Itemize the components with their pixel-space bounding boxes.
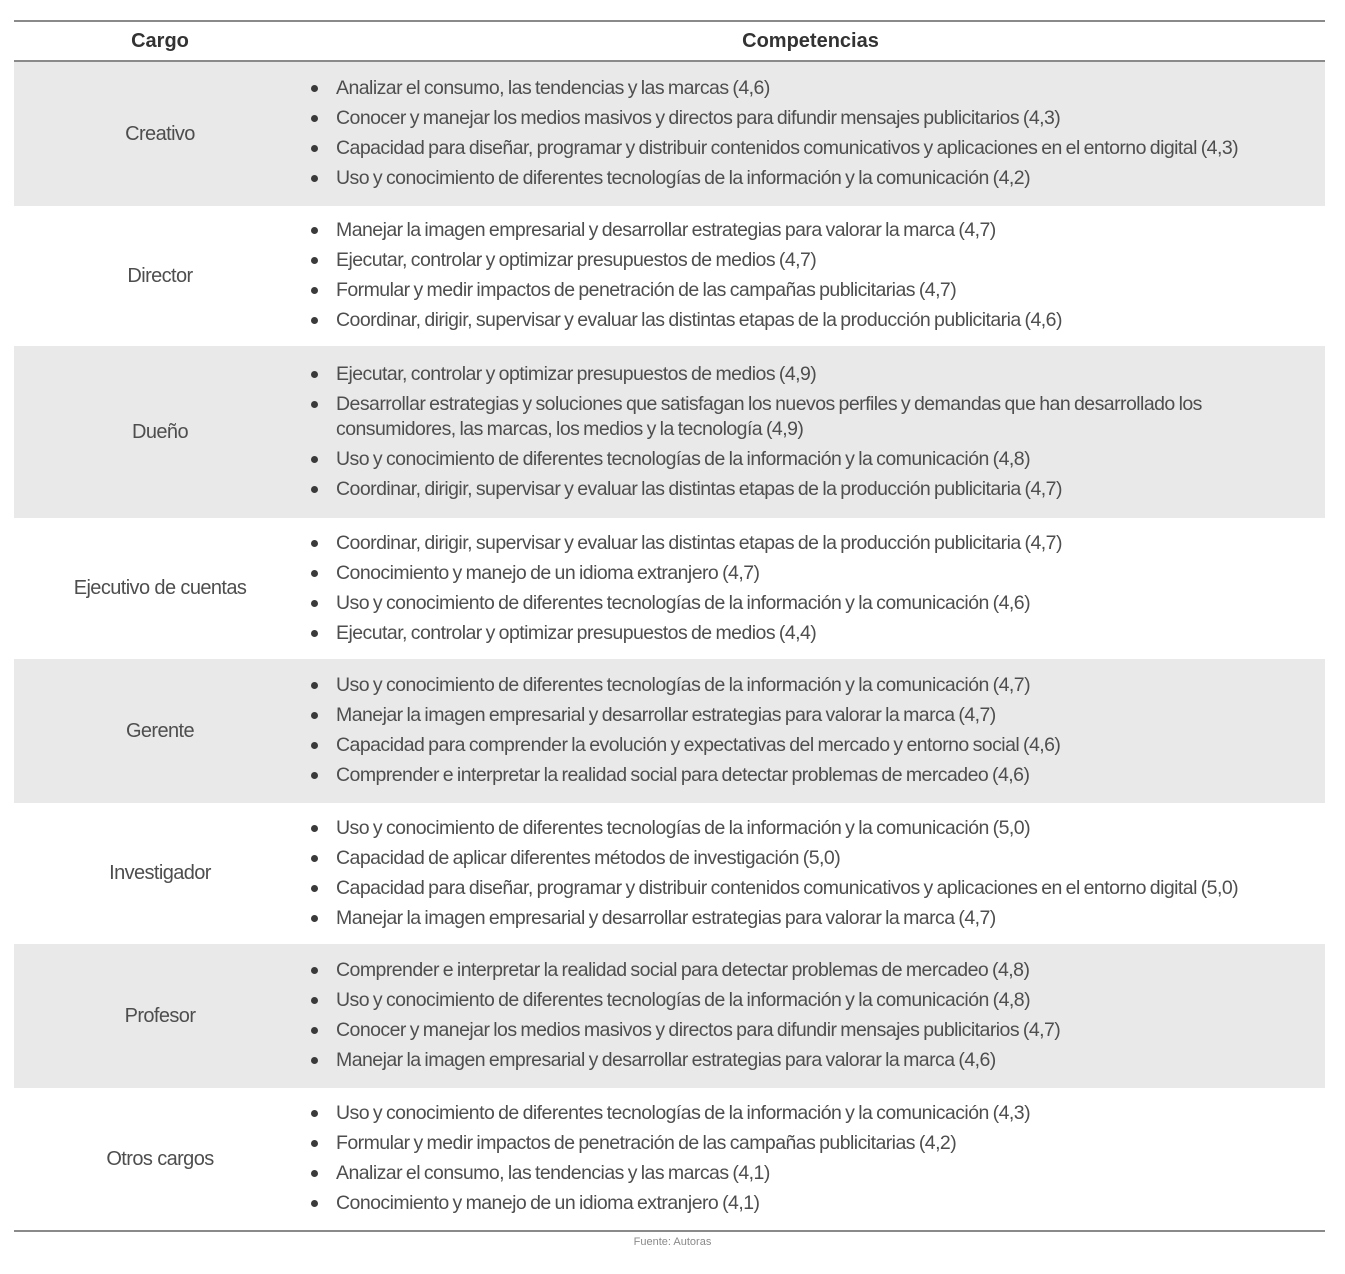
cargo-cell: Investigador (109, 862, 211, 884)
competencia-item: Formular y medir impactos de penetración de las campañas publicitarias (4,2) (306, 1131, 1325, 1156)
competencias-list (306, 72, 1325, 196)
competencia-item: Ejecutar, controlar y optimizar presupuestos de medios (4,4) (306, 621, 1325, 646)
competencia-item: Capacidad para diseñar, programar y distribuir contenidos comunicativos y aplicaciones en el entorno digital (5,0) (306, 876, 1325, 901)
competencias-table (14, 20, 1325, 1232)
competencia-item: Uso y conocimiento de diferentes tecnologías de la información y la comunicación (5,0) (306, 816, 1325, 841)
competencias-list (306, 812, 1325, 936)
competencia-item: Manejar la imagen empresarial y desarrollar estrategias para valorar la marca (4,7) (306, 218, 1325, 243)
competencia-item: Capacidad de aplicar diferentes métodos de investigación (5,0) (306, 846, 1325, 871)
cargo-cell: Dueño (132, 420, 188, 443)
competencia-item: Capacidad para comprender la evolución y expectativas del mercado y entorno social (4,6) (306, 733, 1325, 758)
source-note: Fuente: Autoras (633, 1236, 712, 1248)
table-header (14, 22, 1325, 62)
competencias-list (306, 1097, 1325, 1221)
table-row (14, 62, 1325, 206)
competencia-item: Conocer y manejar los medios masivos y directos para difundir mensajes publicitarios (4,7) (306, 1018, 1325, 1043)
competencias-list (306, 214, 1325, 338)
table-row (14, 518, 1325, 659)
cargo-cell: Profesor (124, 1004, 196, 1027)
competencia-item: Uso y conocimiento de diferentes tecnologías de la información y la comunicación (4,7) (306, 673, 1325, 698)
table-row (14, 944, 1325, 1088)
competencias-list (306, 669, 1325, 793)
competencia-item: Desarrollar estrategias y soluciones que satisfagan los nuevos perfiles y demandas que han desarrollado los consumidores, las marcas, los medios y la tecnología (4,9) (306, 392, 1325, 442)
cargo-cell: Ejecutivo de cuentas (73, 577, 247, 599)
table-row (14, 346, 1325, 518)
competencias-list (306, 527, 1325, 651)
competencia-item: Manejar la imagen empresarial y desarrollar estrategias para valorar la marca (4,7) (306, 703, 1325, 728)
header-cargo: Cargo (131, 29, 189, 52)
competencias-list (306, 358, 1325, 507)
header-competencias: Competencias (742, 29, 879, 52)
competencia-item: Ejecutar, controlar y optimizar presupuestos de medios (4,9) (306, 362, 1325, 387)
competencia-item: Analizar el consumo, las tendencias y las marcas (4,6) (306, 76, 1325, 101)
competencia-item: Capacidad para diseñar, programar y distribuir contenidos comunicativos y aplicaciones en el entorno digital (4,3) (306, 136, 1325, 161)
competencia-item: Coordinar, dirigir, supervisar y evaluar las distintas etapas de la producción publicitaria (4,7) (306, 477, 1325, 502)
competencia-item: Manejar la imagen empresarial y desarrollar estrategias para valorar la marca (4,7) (306, 906, 1325, 931)
cargo-cell: Otros cargos (106, 1147, 214, 1170)
cargo-cell: Director (127, 264, 193, 287)
competencia-item: Conocimiento y manejo de un idioma extranjero (4,1) (306, 1191, 1325, 1216)
competencia-item: Conocimiento y manejo de un idioma extranjero (4,7) (306, 561, 1325, 586)
competencia-item: Uso y conocimiento de diferentes tecnologías de la información y la comunicación (4,8) (306, 447, 1325, 472)
competencias-list (306, 954, 1325, 1078)
competencia-item: Uso y conocimiento de diferentes tecnologías de la información y la comunicación (4,3) (306, 1101, 1325, 1126)
table-body (14, 62, 1325, 1230)
table-row (14, 206, 1325, 346)
table-row (14, 803, 1325, 944)
competencia-item: Uso y conocimiento de diferentes tecnologías de la información y la comunicación (4,6) (306, 591, 1325, 616)
competencia-item: Coordinar, dirigir, supervisar y evaluar las distintas etapas de la producción publicitaria (4,6) (306, 308, 1325, 333)
competencia-item: Uso y conocimiento de diferentes tecnologías de la información y la comunicación (4,2) (306, 166, 1325, 191)
cargo-cell: Creativo (125, 122, 195, 145)
competencia-item: Uso y conocimiento de diferentes tecnologías de la información y la comunicación (4,8) (306, 988, 1325, 1013)
competencia-item: Formular y medir impactos de penetración de las campañas publicitarias (4,7) (306, 278, 1325, 303)
table-row (14, 1088, 1325, 1230)
competencia-item: Ejecutar, controlar y optimizar presupuestos de medios (4,7) (306, 248, 1325, 273)
competencia-item: Manejar la imagen empresarial y desarrollar estrategias para valorar la marca (4,6) (306, 1048, 1325, 1073)
competencia-item: Comprender e interpretar la realidad social para detectar problemas de mercadeo (4,6) (306, 763, 1325, 788)
competencia-item: Conocer y manejar los medios masivos y directos para difundir mensajes publicitarios (4,3) (306, 106, 1325, 131)
cargo-cell: Gerente (125, 719, 195, 742)
competencia-item: Coordinar, dirigir, supervisar y evaluar las distintas etapas de la producción publicitaria (4,7) (306, 531, 1325, 556)
competencia-item: Analizar el consumo, las tendencias y las marcas (4,1) (306, 1161, 1325, 1186)
competencia-item: Comprender e interpretar la realidad social para detectar problemas de mercadeo (4,8) (306, 958, 1325, 983)
table-row (14, 659, 1325, 803)
